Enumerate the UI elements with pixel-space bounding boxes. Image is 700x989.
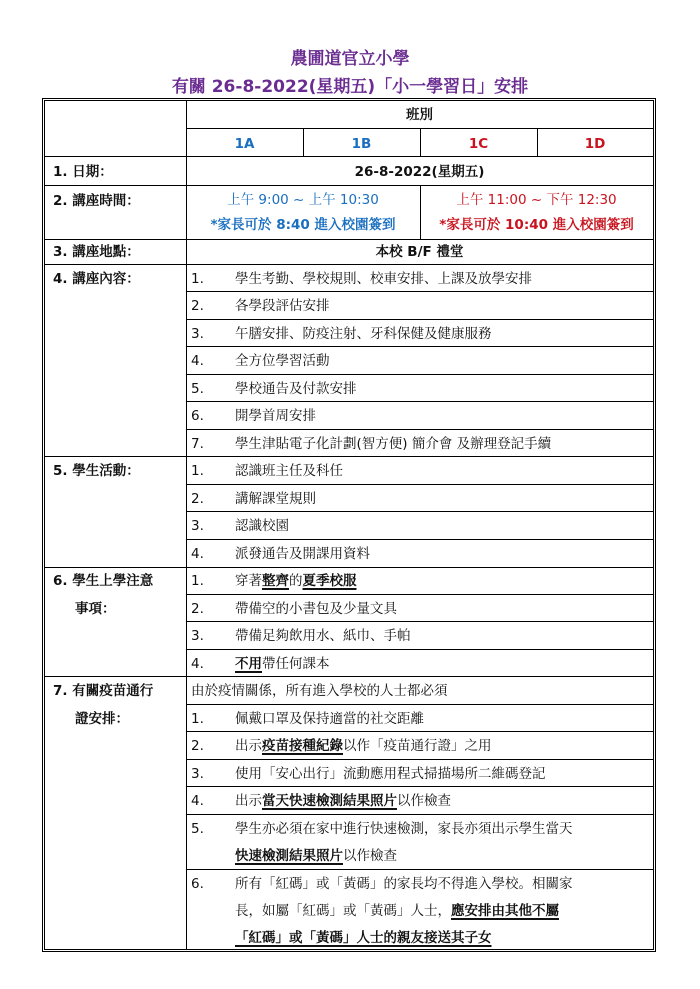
notes-label: 6. 學生上學注意 bbox=[53, 573, 154, 589]
time-label: 2. 講座時間： bbox=[53, 193, 140, 209]
list-item: 午膳安排、防疫注射、牙科保健及健康服務 bbox=[235, 326, 492, 342]
list-number: 2. bbox=[191, 491, 204, 507]
activity-label: 5. 學生活動： bbox=[53, 463, 140, 479]
list-number: 4. bbox=[191, 546, 204, 562]
list-number: 3. bbox=[191, 326, 204, 342]
class-1c: 1C bbox=[468, 136, 489, 152]
list-number: 6. bbox=[191, 876, 204, 892]
list-item: 學生亦必須在家中進行快速檢測，家長亦須出示學生當天 bbox=[235, 821, 573, 837]
vaccine-label-cont: 證安排： bbox=[75, 711, 129, 727]
list-number: 4. bbox=[191, 656, 204, 672]
list-number: 3. bbox=[191, 628, 204, 644]
list-number: 6. bbox=[191, 408, 204, 424]
list-item: 穿著整齊的夏季校服 bbox=[235, 573, 357, 589]
schedule-table bbox=[42, 98, 656, 952]
list-number: 1. bbox=[191, 711, 204, 727]
list-item: 講解課堂規則 bbox=[235, 491, 316, 507]
list-number: 1. bbox=[191, 271, 204, 287]
class-1b: 1B bbox=[351, 136, 372, 152]
list-item: 認識校園 bbox=[235, 518, 289, 534]
notes-label-cont: 事項： bbox=[75, 601, 116, 617]
list-item-cont: 快速檢測結果照片以作檢查 bbox=[235, 848, 397, 864]
venue-value: 本校 B/F 禮堂 bbox=[375, 244, 464, 260]
list-item: 帶備足夠飲用水、紙巾、手帕 bbox=[235, 628, 411, 644]
class-group-header: 班別 bbox=[406, 107, 433, 123]
list-item: 全方位學習活動 bbox=[235, 353, 330, 369]
list-item: 不用帶任何課本 bbox=[235, 656, 330, 672]
class-1d: 1D bbox=[584, 136, 606, 152]
list-item: 帶備空的小書包及少量文具 bbox=[235, 601, 397, 617]
list-number: 4. bbox=[191, 353, 204, 369]
list-item: 學校通告及付款安排 bbox=[235, 381, 357, 397]
list-item: 學生考勤、學校規則、校車安排、上課及放學安排 bbox=[235, 271, 532, 287]
time-1c-1d: 上午 11:00 ~ 下午 12:30 bbox=[456, 192, 617, 208]
page-title: 有關 26-8-2022(星期五)「小一學習日」安排 bbox=[171, 77, 529, 97]
list-number: 4. bbox=[191, 793, 204, 809]
list-item-cont: 「紅碼」或「黃碼」人士的親友接送其子女 bbox=[235, 930, 492, 946]
list-number: 3. bbox=[191, 766, 204, 782]
list-item: 開學首周安排 bbox=[235, 408, 316, 424]
list-number: 5. bbox=[191, 381, 204, 397]
checkin-note-1c-1d: *家長可於 10:40 進入校園簽到 bbox=[439, 217, 634, 233]
list-number: 3. bbox=[191, 518, 204, 534]
checkin-note-1a-1b: *家長可於 8:40 進入校園簽到 bbox=[210, 217, 396, 233]
list-item-cont: 長，如屬「紅碼」或「黃碼」人士，應安排由其他不屬 bbox=[235, 903, 559, 919]
list-number: 2. bbox=[191, 738, 204, 754]
class-1a: 1A bbox=[234, 136, 255, 152]
list-item: 使用「安心出行」流動應用程式掃描場所二維碼登記 bbox=[235, 766, 546, 782]
list-item: 各學段評估安排 bbox=[235, 298, 330, 314]
school-name: 農圃道官立小學 bbox=[290, 49, 410, 69]
list-number: 2. bbox=[191, 601, 204, 617]
time-1a-1b: 上午 9:00 ~ 上午 10:30 bbox=[227, 192, 379, 208]
list-item: 學生津貼電子化計劃(智方便) 簡介會 及辦理登記手續 bbox=[235, 436, 552, 452]
list-item: 認識班主任及科任 bbox=[235, 463, 343, 479]
vaccine-label: 7. 有關疫苗通行 bbox=[53, 683, 154, 699]
date-label: 1. 日期： bbox=[53, 164, 113, 180]
date-value: 26-8-2022(星期五) bbox=[354, 164, 485, 180]
list-number: 5. bbox=[191, 821, 204, 837]
list-number: 7. bbox=[191, 436, 204, 452]
vaccine-intro: 由於疫情關係，所有進入學校的人士都必須 bbox=[191, 683, 448, 699]
list-number: 1. bbox=[191, 463, 204, 479]
venue-label: 3. 講座地點： bbox=[53, 244, 140, 260]
list-item: 出示疫苗接種紀錄以作「疫苗通行證」之用 bbox=[235, 738, 492, 754]
list-item: 派發通告及開課用資料 bbox=[235, 546, 370, 562]
list-number: 2. bbox=[191, 298, 204, 314]
list-number: 1. bbox=[191, 573, 204, 589]
list-item: 出示當天快速檢測結果照片以作檢查 bbox=[235, 793, 451, 809]
content-label: 4. 講座內容： bbox=[53, 271, 140, 287]
list-item: 佩戴口罩及保持適當的社交距離 bbox=[235, 711, 424, 727]
list-item: 所有「紅碼」或「黃碼」的家長均不得進入學校。相關家 bbox=[235, 876, 573, 892]
